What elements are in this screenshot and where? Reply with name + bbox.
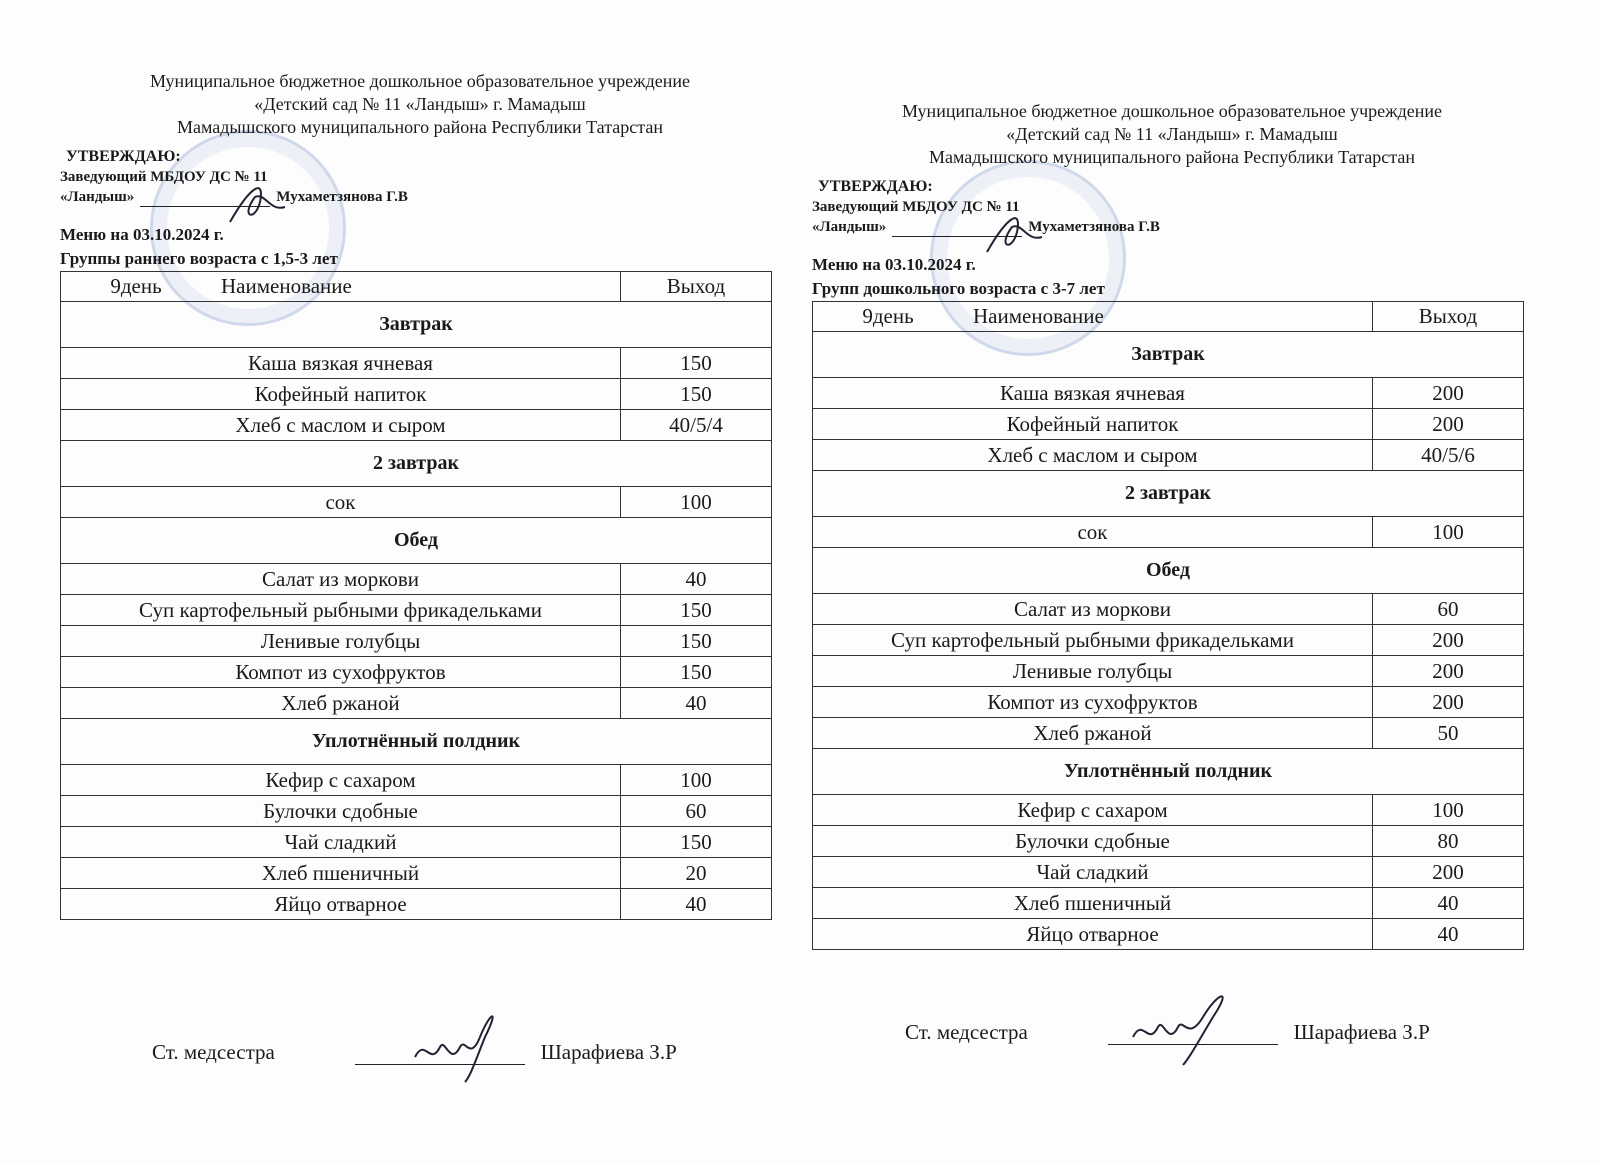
- org-line: Мамадышского муниципального района Республики Татарстан: [929, 147, 1415, 167]
- signoff-name: Шарафиева З.Р: [540, 1040, 677, 1064]
- nurse-signature: [1128, 987, 1238, 1067]
- dish-name: Хлеб пшеничный: [813, 888, 1373, 919]
- dish-name: Кофейный напиток: [813, 409, 1373, 440]
- dish-row: [813, 718, 1524, 749]
- dish-row: [61, 858, 772, 889]
- org-line: Муниципальное бюджетное дошкольное образовательное учреждение: [150, 71, 690, 91]
- header-day: 9день: [61, 272, 212, 302]
- dish-name: Компот из сухофруктов: [813, 687, 1373, 718]
- dish-row: [813, 919, 1524, 950]
- dish-row: [61, 410, 772, 441]
- dish-output: 150: [621, 827, 772, 858]
- dish-name: Кефир с сахаром: [61, 765, 621, 796]
- header-output: Выход: [1373, 302, 1524, 332]
- dish-output: 200: [1373, 857, 1524, 888]
- dish-name: Яйцо отварное: [813, 919, 1373, 950]
- nurse-signoff: [905, 1020, 1430, 1045]
- dish-output: 100: [1373, 517, 1524, 548]
- dish-row: [813, 888, 1524, 919]
- approval-block: [60, 147, 780, 207]
- dish-output: 50: [1373, 718, 1524, 749]
- dish-output: 40: [1373, 888, 1524, 919]
- header-name: Наименование: [963, 302, 1373, 332]
- signature-line: [1108, 1022, 1278, 1045]
- dish-row: [813, 440, 1524, 471]
- menu-sheet-early-age: [60, 70, 780, 920]
- dish-output: 100: [621, 487, 772, 518]
- dish-output: 40: [621, 564, 772, 595]
- signature-line: [355, 1042, 525, 1065]
- dish-output: 100: [1373, 795, 1524, 826]
- dish-row: [61, 688, 772, 719]
- nurse-signoff: [152, 1040, 677, 1065]
- dish-name: Чай сладкий: [61, 827, 621, 858]
- dish-row: [61, 765, 772, 796]
- dish-output: 20: [621, 858, 772, 889]
- dish-output: 40: [1373, 919, 1524, 950]
- dish-name: Хлеб ржаной: [813, 718, 1373, 749]
- dish-name: Салат из моркови: [813, 594, 1373, 625]
- dish-output: 200: [1373, 656, 1524, 687]
- org-line: «Детский сад № 11 «Ландыш» г. Мамадыш: [254, 94, 586, 114]
- meal-section-title: 2 завтрак: [61, 441, 772, 487]
- meal-section-title: Уплотнённый полдник: [813, 749, 1524, 795]
- meal-section-row: [61, 719, 772, 765]
- meal-section-row: [813, 471, 1524, 517]
- header-day: 9день: [813, 302, 964, 332]
- meal-section-title: Завтрак: [813, 332, 1524, 378]
- org-line: Мамадышского муниципального района Республики Татарстан: [177, 117, 663, 137]
- dish-output: 60: [621, 796, 772, 827]
- dish-name: сок: [813, 517, 1373, 548]
- menu-date: Меню на 03.10.2024 г.: [812, 255, 976, 274]
- signoff-role: Ст. медсестра: [152, 1040, 275, 1064]
- dish-name: Суп картофельный рыбными фрикадельками: [61, 595, 621, 626]
- approval-title: УТВЕРЖДАЮ:: [818, 178, 933, 195]
- dish-output: 80: [1373, 826, 1524, 857]
- dish-name: Каша вязкая ячневая: [61, 348, 621, 379]
- menu-group: Групп дошкольного возраста с 3-7 лет: [812, 279, 1105, 298]
- meal-section-row: [813, 332, 1524, 378]
- meal-section-title: Обед: [813, 548, 1524, 594]
- dish-output: 150: [621, 657, 772, 688]
- dish-row: [61, 595, 772, 626]
- dish-output: 40: [621, 688, 772, 719]
- dish-row: [61, 348, 772, 379]
- meal-section-row: [61, 441, 772, 487]
- dish-row: [813, 625, 1524, 656]
- menu-table: [812, 301, 1524, 950]
- org-line: «Детский сад № 11 «Ландыш» г. Мамадыш: [1006, 124, 1338, 144]
- dish-row: [813, 517, 1524, 548]
- dish-name: Булочки сдобные: [813, 826, 1373, 857]
- dish-name: Салат из моркови: [61, 564, 621, 595]
- dish-name: сок: [61, 487, 621, 518]
- dish-name: Хлеб с маслом и сыром: [61, 410, 621, 441]
- dish-row: [813, 795, 1524, 826]
- dish-row: [813, 378, 1524, 409]
- nurse-signature: [410, 1007, 510, 1087]
- dish-output: 150: [621, 379, 772, 410]
- dish-output: 40/5/6: [1373, 440, 1524, 471]
- dish-row: [813, 594, 1524, 625]
- menu-table: [60, 271, 772, 920]
- dish-name: Каша вязкая ячневая: [813, 378, 1373, 409]
- dish-row: [61, 487, 772, 518]
- dish-row: [813, 857, 1524, 888]
- dish-output: 200: [1373, 687, 1524, 718]
- approval-position: Заведующий МБДОУ ДС № 11: [812, 199, 1020, 215]
- approval-block: [812, 177, 1532, 237]
- approval-kindergarten: «Ландыш»: [60, 189, 135, 205]
- dish-row: [813, 826, 1524, 857]
- dish-name: Чай сладкий: [813, 857, 1373, 888]
- dish-name: Компот из сухофруктов: [61, 657, 621, 688]
- meal-section-title: Уплотнённый полдник: [61, 719, 772, 765]
- dish-row: [61, 796, 772, 827]
- header-name: Наименование: [211, 272, 621, 302]
- meal-section-title: 2 завтрак: [813, 471, 1524, 517]
- org-line: Муниципальное бюджетное дошкольное образовательное учреждение: [902, 101, 1442, 121]
- approval-name: Мухаметзянова Г.В: [1028, 219, 1160, 235]
- dish-name: Кефир с сахаром: [813, 795, 1373, 826]
- meal-section-row: [813, 548, 1524, 594]
- dish-output: 40/5/4: [621, 410, 772, 441]
- dish-output: 150: [621, 595, 772, 626]
- dish-output: 100: [621, 765, 772, 796]
- meal-section-row: [813, 749, 1524, 795]
- director-signature: [220, 177, 290, 227]
- signoff-name: Шарафиева З.Р: [1293, 1020, 1430, 1044]
- meal-section-title: Обед: [61, 518, 772, 564]
- dish-row: [813, 409, 1524, 440]
- approval-position: Заведующий МБДОУ ДС № 11: [60, 169, 268, 185]
- dish-output: 200: [1373, 625, 1524, 656]
- dish-row: [61, 379, 772, 410]
- director-signature: [977, 207, 1047, 257]
- dish-output: 200: [1373, 378, 1524, 409]
- dish-name: Хлеб пшеничный: [61, 858, 621, 889]
- table-header-row: [813, 302, 1524, 332]
- approval-name: Мухаметзянова Г.В: [276, 189, 408, 205]
- meal-section-title: Завтрак: [61, 302, 772, 348]
- dish-name: Хлеб с маслом и сыром: [813, 440, 1373, 471]
- dish-output: 150: [621, 626, 772, 657]
- approval-title: УТВЕРЖДАЮ:: [66, 148, 181, 165]
- dish-row: [61, 657, 772, 688]
- signoff-role: Ст. медсестра: [905, 1020, 1028, 1044]
- dish-name: Хлеб ржаной: [61, 688, 621, 719]
- menu-group: Группы раннего возраста с 1,5-3 лет: [60, 249, 338, 268]
- dish-name: Суп картофельный рыбными фрикадельками: [813, 625, 1373, 656]
- dish-row: [61, 564, 772, 595]
- organization-header: [60, 70, 780, 139]
- meal-section-row: [61, 518, 772, 564]
- dish-output: 40: [621, 889, 772, 920]
- dish-row: [61, 889, 772, 920]
- dish-row: [61, 626, 772, 657]
- dish-name: Яйцо отварное: [61, 889, 621, 920]
- dish-output: 200: [1373, 409, 1524, 440]
- table-header-row: [61, 272, 772, 302]
- header-output: Выход: [621, 272, 772, 302]
- dish-row: [61, 827, 772, 858]
- dish-row: [813, 656, 1524, 687]
- dish-output: 60: [1373, 594, 1524, 625]
- organization-header: [812, 100, 1532, 169]
- menu-date: Меню на 03.10.2024 г.: [60, 225, 224, 244]
- dish-name: Кофейный напиток: [61, 379, 621, 410]
- dish-output: 150: [621, 348, 772, 379]
- meal-section-row: [61, 302, 772, 348]
- approval-kindergarten: «Ландыш»: [812, 219, 887, 235]
- menu-sheet-preschool: [812, 100, 1532, 950]
- dish-name: Булочки сдобные: [61, 796, 621, 827]
- dish-name: Ленивые голубцы: [813, 656, 1373, 687]
- dish-name: Ленивые голубцы: [61, 626, 621, 657]
- dish-row: [813, 687, 1524, 718]
